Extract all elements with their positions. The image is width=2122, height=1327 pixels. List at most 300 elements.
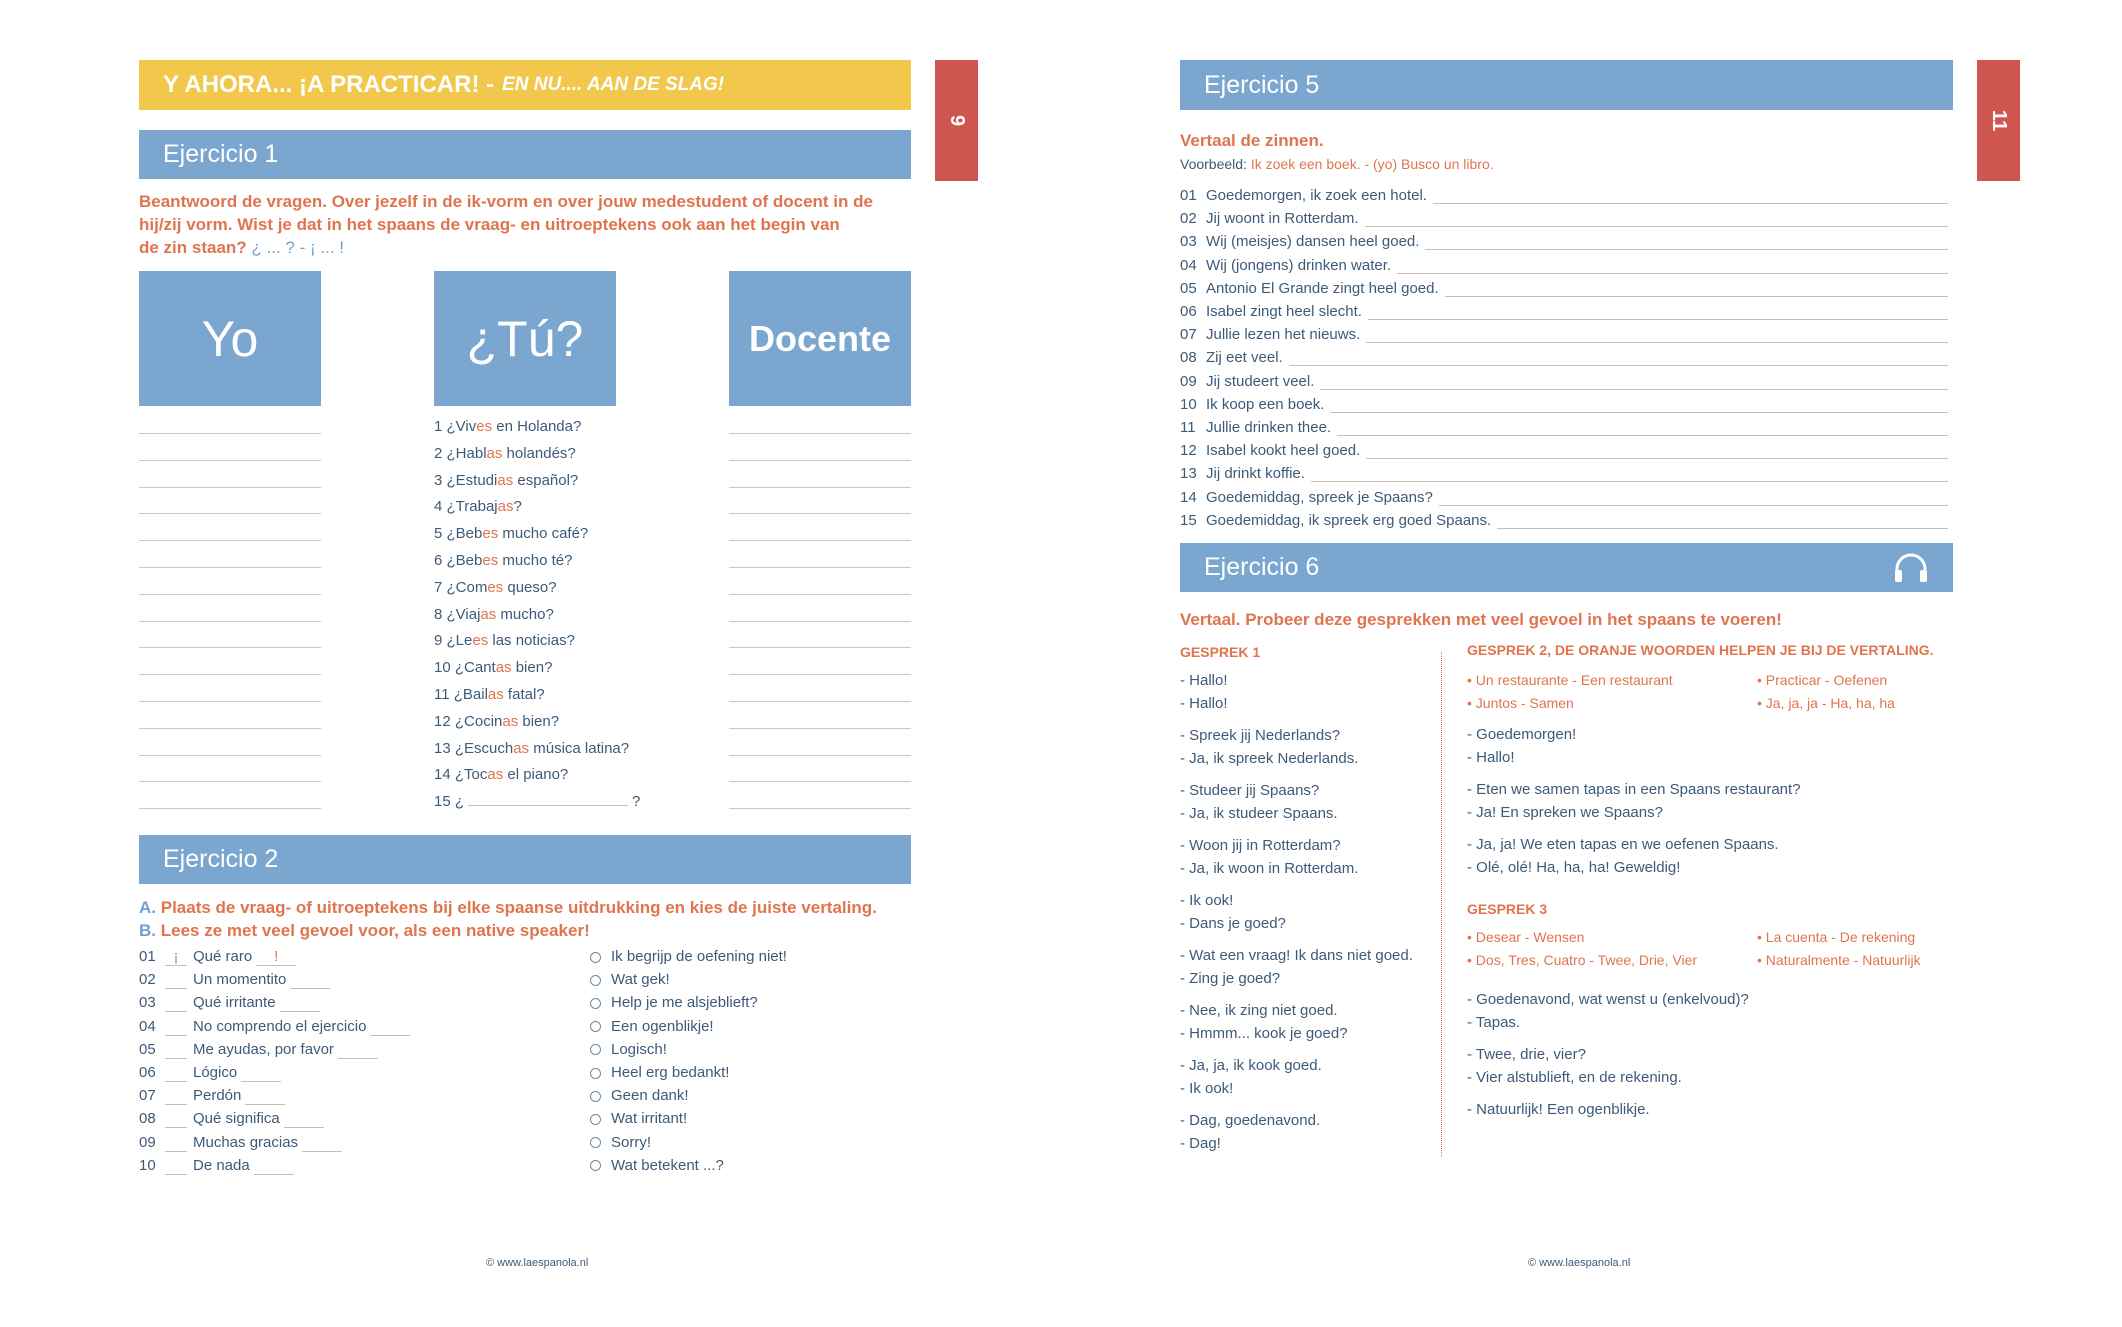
ex5-item-text: Goedemiddag, ik spreek erg goed Spaans. (1206, 511, 1492, 529)
ex2-option[interactable] (590, 1110, 687, 1127)
ex5-answer-line[interactable] (1366, 447, 1948, 459)
ex5-answer-line[interactable] (1397, 262, 1948, 274)
ex2-option[interactable] (590, 948, 787, 965)
ex2-instruction (139, 896, 939, 942)
g2-vocab-item: • Practicar - Oefenen (1757, 672, 1888, 688)
docente-answer-line[interactable] (729, 755, 911, 756)
ex2-b-label: B. (139, 921, 156, 940)
question-text: 12 ¿Cocin (434, 712, 503, 730)
ex5-answer-line[interactable] (1439, 494, 1948, 506)
ex5-item-text: Wij (meisjes) dansen heel goed. (1206, 233, 1420, 251)
g2-vocab-item: • Ja, ja, ja - Ha, ha, ha (1757, 695, 1895, 711)
ex2-b-text: Lees ze met veel gevoel voor, als een native speaker! (160, 921, 590, 940)
box-docente (729, 271, 911, 406)
question-ending: es (487, 578, 504, 596)
tu-question (434, 472, 578, 489)
g2-vocab-left (1467, 669, 1673, 715)
ex5-item (1180, 512, 1948, 529)
radio-circle-icon[interactable] (590, 1137, 601, 1148)
ex2-open-mark[interactable] (165, 971, 187, 989)
ex2-option-text: Logisch! (611, 1040, 667, 1058)
ex5-answer-line[interactable] (1330, 401, 1948, 413)
tu-question (434, 525, 588, 542)
question-text: 3 ¿Estudi (434, 471, 498, 489)
ex2-item-text: No comprendo el ejercicio (193, 1017, 367, 1035)
ex5-answer-line[interactable] (1365, 215, 1948, 227)
question-rest: mucho té? (498, 552, 573, 569)
ex5-item-number: 10 (1180, 395, 1197, 413)
question-ending: es (472, 632, 489, 650)
ex5-answer-line[interactable] (1368, 308, 1948, 320)
page-tab-right (1977, 60, 2020, 181)
ex2-close-mark[interactable] (284, 1110, 324, 1128)
g2-vocab-right (1757, 669, 1895, 715)
ex2-item-text: Perdón (193, 1087, 242, 1105)
dialog-line: - Tapas. (1467, 1014, 1521, 1031)
ex2-a-label: A. (139, 898, 156, 917)
question-text: 10 ¿Cant (434, 659, 496, 677)
yo-answer-line[interactable] (139, 433, 321, 434)
tu-question (434, 418, 581, 435)
question-rest: fatal? (503, 686, 545, 703)
dialog-line: - Hallo! (1180, 672, 1228, 689)
dialog-line: - Dag, goedenavond. (1180, 1112, 1321, 1129)
ex2-item-text: Qué raro (193, 948, 253, 965)
ex2-item-number: 04 (139, 1017, 156, 1035)
g2-title: GESPREK 2, DE ORANJE WOORDEN HELPEN JE BIJ DE VERTALING. (1467, 642, 1934, 658)
ex1-instruction-line: Beantwoord de vragen. Over jezelf in de ik-vorm en over jouw medestudent of docent in de (139, 192, 873, 211)
ex2-option-text: Wat gek! (611, 971, 670, 989)
box-tu (434, 271, 616, 406)
dialog-line: - Ja, ik woon in Rotterdam. (1180, 860, 1359, 877)
tu-question (434, 632, 575, 649)
dialog-line: - Ja, ik spreek Nederlands. (1180, 750, 1359, 767)
question-ending: as (502, 712, 519, 730)
ex2-item-number: 09 (139, 1133, 156, 1151)
ex2-open-mark[interactable] (165, 1087, 187, 1105)
dialog-line: - Ja! En spreken we Spaans? (1467, 804, 1663, 821)
ex2-close-mark[interactable]: ! (256, 948, 296, 966)
docente-answer-line[interactable] (729, 513, 911, 514)
ex2-close-mark[interactable] (245, 1087, 285, 1105)
ex2-item (139, 1134, 342, 1152)
docente-answer-line[interactable] (729, 487, 911, 488)
ex2-item (139, 1064, 281, 1082)
dialog-line: - Vier alstublieft, en de rekening. (1467, 1069, 1682, 1086)
ex2-item-text: Qué significa (193, 1110, 280, 1128)
dialog-line: - Ja, ja, ik kook goed. (1180, 1057, 1322, 1074)
dialog-line: - Natuurlijk! Een ogenblikje. (1467, 1101, 1650, 1118)
yo-answer-line[interactable] (139, 460, 321, 461)
yo-answer-line[interactable] (139, 647, 321, 648)
docente-answer-line[interactable] (729, 781, 911, 782)
question-text: 6 ¿Beb (434, 552, 483, 569)
question-ending: es (476, 418, 493, 435)
ex5-header (1180, 60, 1953, 110)
question-text: 13 ¿Escuch (434, 739, 514, 757)
ex2-option[interactable] (590, 1041, 667, 1058)
ex5-item (1180, 489, 1948, 506)
g1-title: GESPREK 1 (1180, 644, 1261, 660)
docente-answer-line[interactable] (729, 621, 911, 622)
docente-answer-line[interactable] (729, 460, 911, 461)
ex2-option[interactable] (590, 994, 758, 1011)
tu-question (434, 579, 557, 596)
question-ending: as (480, 605, 497, 623)
question-ending: es (482, 525, 499, 543)
question-rest: en Holanda? (492, 418, 582, 435)
ex5-answer-line[interactable] (1433, 192, 1948, 204)
question-text: 4 ¿Trabaj (434, 498, 498, 516)
practice-header-title: Y AHORA... ¡A PRACTICAR! - (163, 71, 495, 98)
ex5-example-text: Ik zoek een boek. - (yo) Busco un libro. (1250, 156, 1494, 172)
ex5-item-text: Zij eet veel. (1206, 349, 1283, 367)
practice-header-subtitle: EN NU.... AAN DE SLAG! (502, 74, 725, 95)
ex5-answer-line[interactable] (1320, 378, 1948, 390)
docente-answer-line[interactable] (729, 701, 911, 702)
ex2-option[interactable] (590, 1157, 724, 1174)
ex2-option[interactable] (590, 971, 670, 988)
question-text: 8 ¿Viaj (434, 605, 481, 623)
ex1-title: Ejercicio 1 (163, 140, 279, 168)
ex2-item-number: 07 (139, 1087, 156, 1105)
ex2-close-mark[interactable] (290, 971, 330, 989)
radio-circle-icon[interactable] (590, 975, 601, 986)
question-rest: queso? (503, 578, 557, 596)
ex5-item-number: 07 (1180, 326, 1197, 344)
ex5-item-text: Jij woont in Rotterdam. (1206, 210, 1359, 228)
tu-question (434, 713, 559, 730)
tu-question (434, 498, 522, 515)
ex2-item-number: 10 (139, 1156, 156, 1174)
dialog-line: - Zing je goed? (1180, 970, 1281, 987)
dialog-line: - Dans je goed? (1180, 915, 1286, 932)
docente-answer-line[interactable] (729, 728, 911, 729)
ex2-option-text: Heel erg bedankt! (611, 1064, 730, 1081)
question-rest: holandés? (502, 444, 576, 462)
ex5-item (1180, 303, 1948, 320)
ex6-header (1180, 543, 1953, 592)
ex1-instruction (139, 190, 919, 259)
footer-right: © www.laespanola.nl (1528, 1257, 1631, 1269)
g2-vocab-item: • Juntos - Samen (1467, 695, 1574, 711)
radio-circle-icon[interactable] (590, 1044, 601, 1055)
ex5-item-number: 15 (1180, 511, 1197, 529)
yo-answer-line[interactable] (139, 487, 321, 488)
ex1-header (139, 130, 911, 179)
yo-answer-line[interactable] (139, 540, 321, 541)
ex6-title: Ejercicio 6 (1204, 553, 1320, 581)
box-docente-label: Docente (748, 317, 892, 359)
ex5-item (1180, 373, 1948, 390)
ex2-item (139, 1087, 285, 1105)
yo-answer-line[interactable] (139, 513, 321, 514)
docente-answer-line[interactable] (729, 808, 911, 809)
ex5-item (1180, 257, 1948, 274)
question-ending: as (495, 659, 512, 677)
docente-answer-line[interactable] (729, 433, 911, 434)
ex2-item-text: Lógico (193, 1064, 238, 1081)
ex2-item-text: Me ayudas, por favor (193, 1040, 334, 1058)
ex5-item (1180, 349, 1948, 366)
radio-circle-icon[interactable] (590, 952, 601, 963)
ex2-option-text: Een ogenblikje! (611, 1017, 714, 1035)
ex2-item (139, 1157, 294, 1175)
question-rest: ? (513, 498, 522, 516)
footer-left: © www.laespanola.nl (486, 1257, 589, 1269)
question-text: 9 ¿Le (434, 632, 473, 650)
ex2-open-mark[interactable] (165, 1018, 187, 1036)
ex5-item-number: 02 (1180, 210, 1197, 228)
ex5-answer-line[interactable] (1425, 238, 1948, 250)
dialog-line: - Eten we samen tapas in een Spaans restaurant? (1467, 781, 1801, 798)
ex2-item-number: 06 (139, 1064, 156, 1081)
ex5-item (1180, 442, 1948, 459)
dialog-divider (1441, 652, 1442, 1157)
ex5-answer-line[interactable] (1445, 285, 1948, 297)
dialog-line: - Hallo! (1467, 749, 1515, 766)
ex2-open-mark[interactable] (165, 1041, 187, 1059)
ex5-item-number: 11 (1180, 419, 1196, 436)
tu-question (434, 793, 640, 810)
ex2-close-mark[interactable] (302, 1134, 342, 1152)
dialog-line: - Hallo! (1180, 695, 1228, 712)
ex2-item-number: 08 (139, 1110, 156, 1128)
yo-answer-line[interactable] (139, 567, 321, 568)
yo-answer-line[interactable] (139, 755, 321, 756)
practice-header (139, 60, 911, 110)
ex2-open-mark[interactable] (165, 1064, 187, 1082)
ex2-item (139, 1041, 378, 1059)
ex5-item (1180, 465, 1948, 482)
ex5-item-number: 13 (1180, 465, 1197, 483)
g3-vocab-left (1467, 926, 1697, 972)
box-tu-label: ¿Tú? (466, 310, 584, 367)
ex2-item (139, 994, 320, 1012)
radio-circle-icon[interactable] (590, 1021, 601, 1032)
docente-answer-line[interactable] (729, 647, 911, 648)
ex2-option[interactable] (590, 1134, 651, 1151)
ex2-item-number: 05 (139, 1040, 156, 1058)
yo-answer-line[interactable] (139, 594, 321, 595)
ex5-item-text: Isabel kookt heel goed. (1206, 442, 1361, 460)
question-text: 11 ¿Bail (434, 686, 488, 703)
dialog-line: - Nee, ik zing niet goed. (1180, 1002, 1338, 1019)
ex2-item-number: 03 (139, 994, 156, 1012)
question-text: 15 ¿ (434, 793, 465, 811)
ex5-item-text: Ik koop een boek. (1206, 395, 1325, 413)
yo-answer-line[interactable] (139, 701, 321, 702)
ex2-close-mark[interactable] (338, 1041, 378, 1059)
question-ending: as (486, 444, 503, 462)
box-yo (139, 271, 321, 406)
ex5-item-text: Isabel zingt heel slecht. (1206, 303, 1362, 320)
question-rest: música latina? (529, 739, 630, 757)
ex2-open-mark[interactable] (165, 1157, 187, 1175)
radio-circle-icon[interactable] (590, 1068, 601, 1079)
ex5-title: Ejercicio 5 (1204, 70, 1320, 99)
headphones-icon (1893, 553, 1929, 583)
question-ending: as (487, 766, 504, 784)
tu-question (434, 659, 552, 676)
page-number-right: 11 (1988, 109, 2010, 132)
ex2-header (139, 835, 911, 884)
ex2-option-text: Geen dank! (611, 1087, 689, 1105)
page-number-left: 9 (946, 114, 968, 127)
ex2-close-mark[interactable] (241, 1064, 281, 1082)
ex5-item (1180, 233, 1948, 250)
ex1-instruction-line: de zin staan? (139, 238, 247, 257)
dialog-line: - Woon jij in Rotterdam? (1180, 837, 1341, 854)
ex5-item-number: 04 (1180, 256, 1197, 274)
question-text: 7 ¿Com (434, 578, 488, 596)
g3-vocab-item: • Dos, Tres, Cuatro - Twee, Drie, Vier (1467, 952, 1698, 968)
ex1-instruction-line: hij/zij vorm. Wist je dat in het spaans de vraag- en uitroeptekens ook aan het begin van (139, 215, 840, 234)
tu-question (434, 686, 545, 703)
q15-end: ? (632, 793, 641, 811)
dialog-line: - Goedemorgen! (1467, 726, 1577, 743)
page-tab-left (935, 60, 978, 181)
radio-circle-icon[interactable] (590, 1091, 601, 1102)
dialog-line: - Hmmm... kook je goed? (1180, 1025, 1348, 1042)
dialog-line: - Spreek jij Nederlands? (1180, 727, 1341, 744)
ex2-option-text: Wat irritant! (611, 1110, 688, 1128)
g3-vocab-right (1757, 926, 1921, 972)
tu-question (434, 552, 572, 569)
tu-question (434, 740, 629, 757)
box-yo-label: Yo (201, 310, 259, 367)
ex2-close-mark[interactable] (254, 1157, 294, 1175)
ex5-item (1180, 419, 1948, 436)
ex2-option[interactable] (590, 1087, 689, 1104)
ex5-item (1180, 396, 1948, 413)
ex2-close-mark[interactable] (370, 1018, 410, 1036)
ex2-open-mark[interactable] (165, 994, 187, 1012)
ex2-item-number: 01 (139, 948, 156, 965)
dialog-line: - Dag! (1180, 1135, 1221, 1152)
ex2-item-text: Muchas gracias (193, 1133, 299, 1151)
question-rest: mucho café? (498, 525, 589, 543)
tu-question (434, 606, 554, 623)
docente-answer-line[interactable] (729, 567, 911, 568)
ex2-option[interactable] (590, 1064, 729, 1081)
ex2-option-text: Help je me alsjeblieft? (611, 994, 758, 1012)
ex5-answer-line[interactable] (1289, 354, 1948, 366)
ex2-title: Ejercicio 2 (163, 845, 279, 873)
ex2-item-number: 02 (139, 971, 156, 989)
question-rest: bien? (518, 712, 560, 730)
question-ending: as (513, 739, 530, 757)
question-rest: español? (513, 471, 579, 489)
docente-answer-line[interactable] (729, 594, 911, 595)
ex5-item-text: Jullie drinken thee. (1206, 419, 1332, 436)
ex5-answer-line[interactable] (1366, 331, 1948, 343)
question-text: 14 ¿Toc (434, 766, 488, 784)
ex1-instruction-marks: ¿ ... ? - ¡ ... ! (251, 238, 344, 257)
ex5-item-number: 05 (1180, 279, 1197, 297)
dialog-line: - Ik ook! (1180, 892, 1234, 909)
ex5-item-number: 12 (1180, 442, 1197, 460)
ex5-item-number: 01 (1180, 187, 1197, 204)
g3-title: GESPREK 3 (1467, 901, 1548, 917)
ex6-instruction: Vertaal. Probeer deze gesprekken met veel gevoel in het spaans te voeren! (1180, 610, 1782, 629)
yo-answer-line[interactable] (139, 728, 321, 729)
ex5-item (1180, 187, 1948, 204)
question-rest: bien? (511, 659, 553, 677)
ex2-item (139, 971, 330, 989)
ex2-item (139, 1110, 324, 1128)
ex2-open-mark[interactable]: ¡ (165, 948, 187, 966)
radio-circle-icon[interactable] (590, 1160, 601, 1171)
ex5-item-text: Goedemiddag, spreek je Spaans? (1206, 488, 1433, 506)
ex5-item-number: 14 (1180, 488, 1197, 506)
ex2-item-text: Un momentito (193, 971, 287, 989)
ex2-item (139, 1018, 410, 1036)
tu-question (434, 445, 576, 462)
question-text: 2 ¿Habl (434, 444, 487, 462)
ex5-item-number: 03 (1180, 233, 1197, 251)
ex5-example (1180, 156, 1494, 172)
ex5-item-number: 06 (1180, 303, 1197, 320)
yo-answer-line[interactable] (139, 621, 321, 622)
yo-answer-line[interactable] (139, 808, 321, 809)
dialog-line: - Ja, ja! We eten tapas en we oefenen Spaans. (1467, 836, 1779, 853)
ex2-option[interactable] (590, 1018, 714, 1035)
ex2-item-text: Qué irritante (193, 994, 276, 1012)
radio-circle-icon[interactable] (590, 998, 601, 1009)
dialog-line: - Olé, olé! Ha, ha, ha! Geweldig! (1467, 859, 1681, 876)
g2-vocab-item: • Un restaurante - Een restaurant (1467, 672, 1673, 688)
dialog-line: - Goedenavond, wat wenst u (enkelvoud)? (1467, 991, 1749, 1008)
ex5-item-text: Jij studeert veel. (1206, 372, 1315, 390)
ex5-answer-line[interactable] (1311, 470, 1948, 482)
ex5-item-number: 09 (1180, 372, 1197, 390)
yo-answer-line[interactable] (139, 674, 321, 675)
yo-answer-line[interactable] (139, 781, 321, 782)
radio-circle-icon[interactable] (590, 1114, 601, 1125)
question-rest: las noticias? (488, 632, 575, 650)
ex2-open-mark[interactable] (165, 1134, 187, 1152)
docente-answer-line[interactable] (729, 674, 911, 675)
question-rest: el piano? (503, 766, 569, 784)
question-ending: as (497, 498, 514, 516)
ex5-answer-line[interactable] (1497, 517, 1948, 529)
ex2-a-text: Plaats de vraag- of uitroeptekens bij elke spaanse uitdrukking en kies de juiste vertaling. (160, 898, 877, 917)
ex2-open-mark[interactable] (165, 1110, 187, 1128)
g3-vocab-item: • Desear - Wensen (1467, 929, 1585, 945)
ex5-instruction: Vertaal de zinnen. (1180, 131, 1324, 150)
dialog-line: - Ja, ik studeer Spaans. (1180, 805, 1338, 822)
ex5-item-text: Jij drinkt koffie. (1206, 465, 1305, 483)
question-rest: mucho? (496, 605, 554, 623)
g3-vocab-item: • Naturalmente - Natuurlijk (1757, 952, 1921, 968)
dialog-line: - Twee, drie, vier? (1467, 1046, 1586, 1063)
ex5-item-number: 08 (1180, 349, 1197, 367)
question-ending: es (482, 552, 499, 569)
dialog-line: - Studeer jij Spaans? (1180, 782, 1320, 799)
ex5-item (1180, 280, 1948, 297)
ex2-item-text: De nada (193, 1156, 250, 1174)
ex5-answer-line[interactable] (1337, 424, 1948, 436)
docente-answer-line[interactable] (729, 540, 911, 541)
ex5-item (1180, 326, 1948, 343)
tu-question (434, 766, 568, 783)
ex5-item-text: Antonio El Grande zingt heel goed. (1206, 279, 1439, 297)
ex2-close-mark[interactable] (280, 994, 320, 1012)
q15-blank[interactable] (468, 794, 628, 806)
dialog-line: - Ik ook! (1180, 1080, 1234, 1097)
ex2-option-text: Wat betekent ...? (611, 1156, 724, 1174)
